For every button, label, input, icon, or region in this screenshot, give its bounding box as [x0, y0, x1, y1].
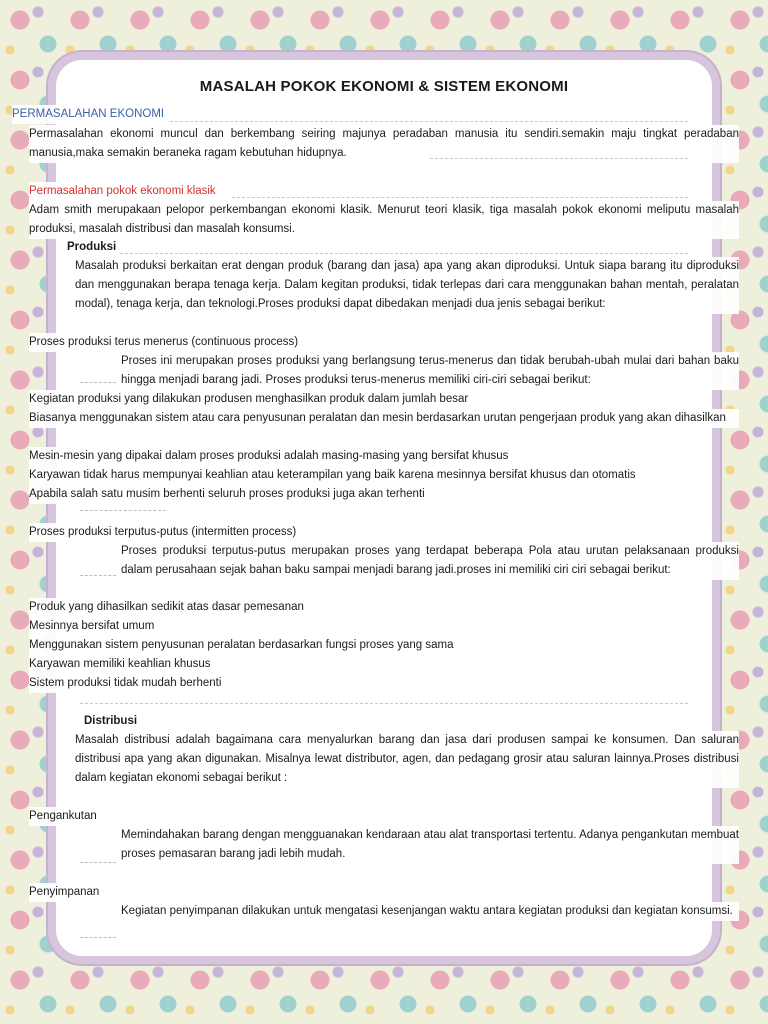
- paragraph-penyimpanan: Kegiatan penyimpanan dilakukan untuk mengatasi kesenjangan waktu antara kegiatan produksi dan kegiatan konsumsi.: [121, 902, 739, 921]
- dotted-rule: [430, 158, 688, 159]
- dotted-rule: [170, 121, 688, 122]
- paragraph-pengankutan: Memindahakan barang dengan mengguanakan kendaraan atau alat transportasi tertentu. Adanya pengankutan membuat proses pemasaran barang jadi lebih mudah.: [121, 826, 739, 864]
- paragraph-permasalahan: Permasalahan ekonomi muncul dan berkembang seiring majunya peradaban manusia itu sendiri.semakin maju tingkat peradaban manusia,maka semakin beraneka ragam kebutuhan hidupnya.: [29, 125, 739, 163]
- list-item: Biasanya menggunakan sistem atau cara penyusunan peralatan dan mesin berdasarkan urutan pengerjaan produk yang akan dihasilkan: [29, 409, 739, 428]
- indent-dash: [80, 937, 116, 938]
- section-heading-permasalahan: PERMASALAHAN EKONOMI: [12, 105, 164, 124]
- list-item: Kegiatan produksi yang dilakukan produsen menghasilkan produk dalam jumlah besar: [29, 390, 468, 409]
- list-item: Karyawan tidak harus mempunyai keahlian atau keterampilan yang baik karena mesinnya bersifat khusus dan otomatis: [29, 466, 636, 485]
- list-item: Mesinnya bersifat umum: [29, 617, 154, 636]
- paragraph-klasik: Adam smith merupakaan pelopor perkembangan ekonomi klasik. Menurut teori klasik, tiga masalah pokok ekonomi meliputu masalah produksi, masalah distribusi dan masalah konsumsi.: [29, 201, 739, 239]
- heading-distribusi: Distribusi: [84, 712, 137, 731]
- indent-dash: [80, 510, 166, 511]
- heading-intermitten-process: Proses produksi terputus-putus (intermitten process): [29, 523, 296, 542]
- page-title: MASALAH POKOK EKONOMI & SISTEM EKONOMI: [199, 78, 569, 95]
- section-heading-klasik: Permasalahan pokok ekonomi klasik: [29, 182, 216, 201]
- paragraph-distribusi: Masalah distribusi adalah bagaimana cara menyalurkan barang dan jasa dari produsen sampai ke konsumen. Dan saluran distribusi apa yang akan digunakan. Misalnya lewat distributor, agen, dan pedagang grosir atau saluran lainnya.Proses distribusi dalam kegiatan ekonomi sebagai berikut :: [75, 731, 739, 788]
- dotted-rule: [120, 253, 688, 254]
- paragraph-intermitten-process: Proses produksi terputus-putus merupakan proses yang terdapat beberapa Pola atau urutan pelaksanaan produksi dalam perusahaan sejak bahan baku sampai menjadi barang jadi.proses ini memiliki ciri ciri sebagai berikut:: [121, 542, 739, 580]
- paragraph-continuous-process: Proses ini merupakan proses produksi yang berlangsung terus-menerus dan tidak berubah-ubah mulai dari bahan baku hingga menjadi barang jadi. Proses produksi terus-menerus memiliki ciri-ciri sebagai berikut:: [121, 352, 739, 390]
- indent-dash: [80, 575, 116, 576]
- dotted-rule: [80, 703, 688, 704]
- paragraph-produksi: Masalah produksi berkaitan erat dengan produk (barang dan jasa) apa yang akan diproduksi. Untuk siapa barang itu diproduksi dan menggunakan berapa tenaga kerja. Dalam kegitan produksi, tidak terlepas dari cara menggunakan bahan mentah, peralatan modal), tenaga kerja, dan teknologi.Proses produksi dapat dibedakan menjadi dua jenis sebagai berikut:: [75, 257, 739, 314]
- heading-continuous-process: Proses produksi terus menerus (continuous process): [29, 333, 298, 352]
- heading-pengankutan: Pengankutan: [29, 807, 97, 826]
- list-item: Karyawan memiliki keahlian khusus: [29, 655, 211, 674]
- heading-penyimpanan: Penyimpanan: [29, 883, 99, 902]
- list-item: Sistem produksi tidak mudah berhenti: [29, 674, 221, 693]
- list-item: Apabila salah satu musim berhenti seluruh proses produksi juga akan terhenti: [29, 485, 425, 504]
- indent-dash: [80, 862, 116, 863]
- dotted-rule: [232, 197, 688, 198]
- list-item: Menggunakan sistem penyusunan peralatan berdasarkan fungsi proses yang sama: [29, 636, 454, 655]
- heading-produksi: Produksi: [67, 238, 116, 257]
- list-item: Produk yang dihasilkan sedikit atas dasar pemesanan: [29, 598, 304, 617]
- list-item: Mesin-mesin yang dipakai dalam proses produksi adalah masing-masing yang bersifat khusus: [29, 447, 508, 466]
- indent-dash: [80, 382, 116, 383]
